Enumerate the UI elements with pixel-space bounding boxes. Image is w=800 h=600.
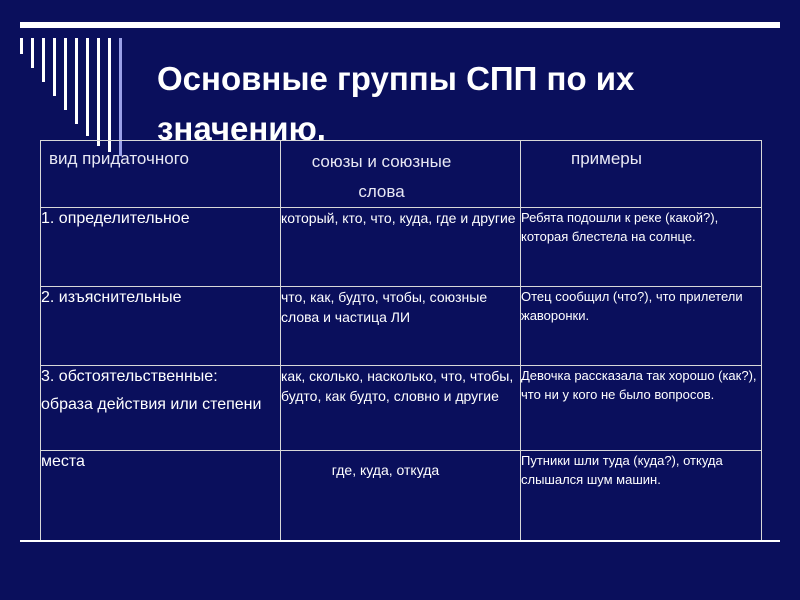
- row-example: Ребята подошли к реке (какой?), которая блестела на солнце.: [521, 208, 762, 287]
- row-example: Путники шли туда (куда?), откуда слышался шум машин.: [521, 451, 762, 541]
- bottom-rule: [20, 540, 780, 542]
- row-conjunctions: что, как, будто, чтобы, союзные слова и частица ЛИ: [281, 287, 521, 366]
- row-example: Отец сообщил (что?), что прилетели жаворонки.: [521, 287, 762, 366]
- row-conjunctions: который, кто, что, куда, где и другие: [281, 208, 521, 287]
- table-row: [41, 366, 762, 451]
- row-example: Девочка рассказала так хорошо (как?), что ни у кого не было вопросов.: [521, 366, 762, 451]
- header-kind-label: вид придаточного: [49, 149, 189, 168]
- top-rule: [20, 22, 780, 28]
- header-conjunctions-label: союзы и союзные слова: [311, 152, 452, 201]
- row-conjunctions: где, куда, откуда: [281, 451, 521, 541]
- row-kind-label: 1. определительное: [41, 210, 190, 227]
- header-kind: [41, 141, 281, 208]
- row-kind: [41, 208, 281, 287]
- header-examples: [521, 141, 762, 208]
- row-kind: [41, 366, 281, 451]
- row-kind-label: 3. обстоятельственные:: [41, 368, 218, 385]
- spp-groups-table: [40, 140, 762, 541]
- row-kind-label: места: [41, 453, 85, 470]
- row-kind: [41, 287, 281, 366]
- table-row: [41, 287, 762, 366]
- table-row: [41, 208, 762, 287]
- row-kind-label: 2. изъяснительные: [41, 289, 182, 306]
- table-row: [41, 451, 762, 541]
- table-header-row: [41, 141, 762, 208]
- slide-title: Основные группы СПП по их значению.: [157, 60, 635, 147]
- row-conjunctions: как, сколько, насколько, что, чтобы, будто, как будто, словно и другие: [281, 366, 521, 451]
- header-examples-label: примеры: [571, 149, 642, 168]
- row-kind: [41, 451, 281, 541]
- header-conjunctions: [281, 141, 521, 208]
- row-kind-sublabel: образа действия или степени: [41, 396, 262, 413]
